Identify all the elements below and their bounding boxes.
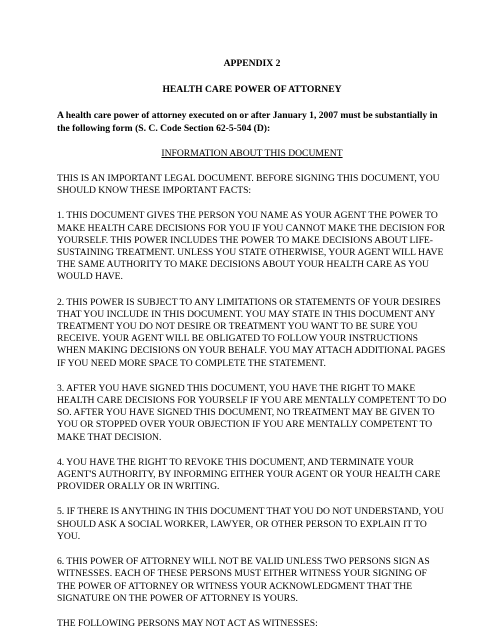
- intro-paragraph: A health care power of attorney executed on or after January 1, 2007 must be substantially in the following form (S. C. Code Section 62-5-504 (D):: [57, 110, 438, 134]
- paragraph-5: 5. IF THERE IS ANYTHING IN THIS DOCUMENT THAT YOU DO NOT UNDERSTAND, YOU SHOULD ASK A SOCIAL WORKER, LAWYER, OR OTHER PERSON TO EXPLAIN IT TO YOU.: [57, 506, 444, 542]
- appendix-label: APPENDIX 2: [223, 58, 281, 69]
- document-title: HEALTH CARE POWER OF ATTORNEY: [162, 84, 342, 96]
- paragraph-2: 2. THIS POWER IS SUBJECT TO ANY LIMITATIONS OR STATEMENTS OF YOUR DESIRES THAT YOU INCLUDE IN THIS DOCUMENT. YOU MAY STATE IN THIS DOCUMENT ANY TREATMENT YOU DO NOT DESIRE OR TREATMENT YOU WANT TO BE SURE YOU RECEIVE. YOUR AGENT WILL BE OBLIGATED TO FOLLOW YOUR INSTRUCTIONS WHEN MAKING DECISIONS ON YOUR BEHALF. YOU MAY ATTACH ADDITIONAL PAGES IF YOU NEED MORE SPACE TO COMPLETE THE STATEMENT.: [57, 296, 446, 369]
- info-heading: INFORMATION ABOUT THIS DOCUMENT: [161, 147, 343, 159]
- document-page: [57, 50, 447, 630]
- witness-heading: THE FOLLOWING PERSONS MAY NOT ACT AS WITNESSES:: [57, 617, 318, 629]
- paragraph-preamble: THIS IS AN IMPORTANT LEGAL DOCUMENT. BEFORE SIGNING THIS DOCUMENT, YOU SHOULD KNOW THESE IMPORTANT FACTS:: [57, 173, 440, 197]
- paragraph-3: 3. AFTER YOU HAVE SIGNED THIS DOCUMENT, YOU HAVE THE RIGHT TO MAKE HEALTH CARE DECISIONS FOR YOURSELF IF YOU ARE MENTALLY COMPETENT TO DO SO. AFTER YOU HAVE SIGNED THIS DOCUMENT, NO TREATMENT MAY BE GIVEN TO YOU OR STOPPED OVER YOUR OBJECTION IF YOU ARE MENTALLY COMPETENT TO MAKE THAT DECISION.: [57, 382, 447, 443]
- paragraph-6: 6. THIS POWER OF ATTORNEY WILL NOT BE VALID UNLESS TWO PERSONS SIGN AS WITNESSES. EACH OF THESE PERSONS MUST EITHER WITNESS YOUR SIGNING OF THE POWER OF ATTORNEY OR WITNESS YOUR ACKNOWLEDGMENT THAT THE SIGNATURE ON THE POWER OF ATTORNEY IS YOURS.: [57, 556, 430, 604]
- paragraph-4: 4. YOU HAVE THE RIGHT TO REVOKE THIS DOCUMENT, AND TERMINATE YOUR AGENT'S AUTHORITY, BY INFORMING EITHER YOUR AGENT OR YOUR HEALTH CARE PROVIDER ORALLY OR IN WRITING.: [57, 456, 441, 493]
- paragraph-1: 1. THIS DOCUMENT GIVES THE PERSON YOU NAME AS YOUR AGENT THE POWER TO MAKE HEALTH CARE DECISIONS FOR YOU IF YOU CANNOT MAKE THE DECISION FOR YOURSELF. THIS POWER INCLUDES THE POWER TO MAKE DECISIONS ABOUT LIFE-SUSTAINING TREATMENT. UNLESS YOU STATE OTHERWISE, YOUR AGENT WILL HAVE THE SAME AUTHORITY TO MAKE DECISIONS ABOUT YOUR HEALTH CARE AS YOU WOULD HAVE.: [57, 210, 446, 283]
